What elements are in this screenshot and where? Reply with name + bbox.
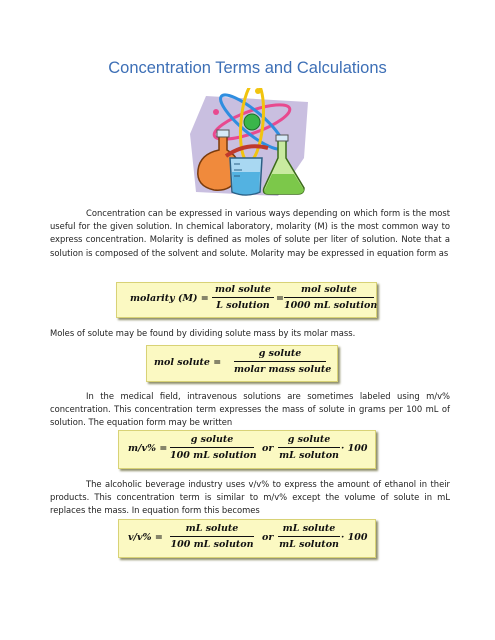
eq3-multiplier: · 100	[341, 443, 368, 454]
eq1-lhs: molarity (M) =	[130, 293, 209, 304]
chemistry-atom-flasks-clipart	[186, 88, 316, 201]
eq1-f2-denominator: 1000 mL solution	[284, 297, 374, 311]
eq2-f1-numerator: g solute	[258, 348, 302, 359]
eq1-equals: =	[276, 293, 284, 304]
paragraph-mv-percent: In the medical field, intravenous solutions are sometimes labeled using m/v% concentration. This concentration term expresses the mass of solute in grams per 100 mL of solution. The equation form may be written	[50, 391, 450, 427]
eq2-f1-denominator: molar mass solute	[234, 361, 326, 375]
page-title: Concentration Terms and Calculations	[108, 59, 387, 77]
eq4-multiplier: · 100	[341, 532, 368, 543]
eq3-or: or	[262, 443, 274, 454]
eq4-f2-denominator: mL soluton	[278, 536, 340, 550]
eq3-f1-denominator: 100 mL solution	[170, 447, 254, 461]
eq1-f2-numerator: mol solute	[301, 284, 357, 295]
eq4-fraction-2	[278, 523, 340, 550]
eq4-fraction-1	[170, 523, 254, 550]
eq4-f2-numerator: mL solute	[282, 523, 336, 534]
eq2-lhs: mol solute =	[154, 357, 222, 368]
eq4-f1-denominator: 100 mL soluton	[170, 536, 254, 550]
eq1-fraction-1	[212, 284, 274, 311]
eq3-lhs: m/v% =	[128, 443, 168, 454]
paragraph-vv-percent: The alcoholic beverage industry uses v/v% to express the amount of ethanol in their products. This concentration term is similar to m/v% except the volume of solute in mL replaces the mass. In equation form this becomes	[50, 479, 450, 515]
eq1-f1-denominator: L solution	[212, 297, 274, 311]
paragraph-molarity: Concentration can be expressed in various ways depending on which form is the most useful for the given solution. In chemical laboratory, molarity (M) is the most common way to express concentration. Molarity is defined as moles of solute per liter of solution. Note that a solution is composed of the solvent and solute. Molarity may be expressed in equation form as	[50, 208, 450, 258]
eq3-fraction-2	[278, 434, 340, 461]
eq3-f1-numerator: g solute	[190, 434, 234, 445]
eq2-fraction-1	[234, 348, 332, 375]
eq4-f1-numerator: mL solute	[185, 523, 239, 534]
eq3-f2-denominator: mL soluton	[278, 447, 340, 461]
eq4-lhs: v/v% =	[128, 532, 163, 543]
eq3-fraction-1	[170, 434, 257, 461]
eq1-fraction-2	[284, 284, 378, 311]
paragraph-mol-solute: Moles of solute may be found by dividing solute mass by its molar mass.	[50, 328, 356, 338]
eq1-f1-numerator: mol solute	[215, 284, 271, 295]
eq4-or: or	[262, 532, 274, 543]
eq3-f2-numerator: g solute	[287, 434, 331, 445]
